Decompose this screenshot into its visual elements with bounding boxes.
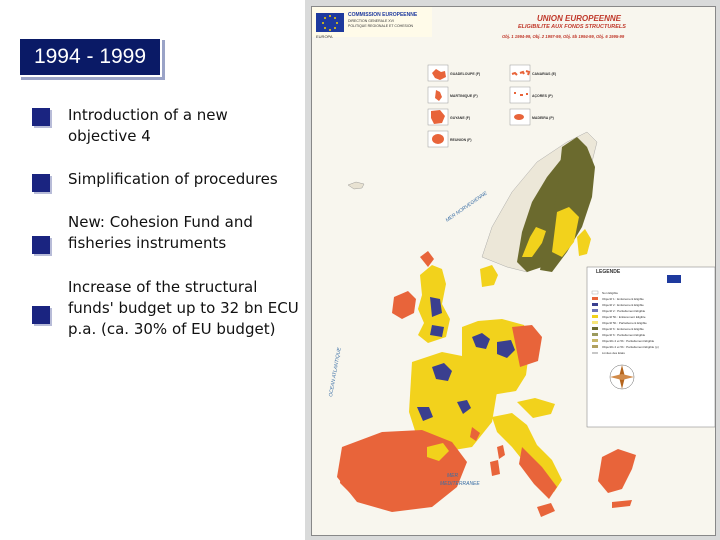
map-objectives-line: Obj. 1 1994-99, Obj. 2 1997-99, Obj. 5b 1994-99, Obj. 6 1995-99 [502, 34, 625, 39]
map-issuer: COMMISSION EUROPEENNE [348, 12, 418, 18]
map-legend-title: LEGENDE [596, 269, 621, 275]
svg-text:MADEIRA (P): MADEIRA (P) [532, 116, 554, 120]
svg-text:GUADELOUPE (F): GUADELOUPE (F) [450, 72, 481, 76]
svg-text:Objectif 5b : Partiellement El: Objectif 5b : Partiellement Eligible [602, 321, 647, 325]
svg-text:Objectifs 2 et 5b : Partiellem: Objectifs 2 et 5b : Partiellement Eligible [602, 339, 655, 343]
bullet-marker [32, 236, 50, 254]
bullet-text-objective4: Introduction of a new objective 4 [68, 106, 228, 145]
svg-text:REUNION (F): REUNION (F) [450, 138, 472, 142]
bullet-marker [32, 174, 50, 192]
svg-text:CANARIAS (E): CANARIAS (E) [532, 72, 557, 76]
svg-text:Objectifs 2 et 5b : Partiellem: Objectifs 2 et 5b : Partiellement Eligible (p) [602, 345, 659, 349]
map-issuer-europa: EUROPA [316, 34, 333, 39]
bullet-text-simplification: Simplification of procedures [68, 170, 278, 188]
bullet-marker [32, 306, 50, 324]
map-title: UNION EUROPEENNE [537, 14, 622, 23]
svg-text:MARTINIQUE (F): MARTINIQUE (F) [450, 94, 478, 98]
svg-text:GUYANE (F): GUYANE (F) [450, 116, 471, 120]
svg-text:Objectif 2 : Entièrement Eligi: Objectif 2 : Entièrement Eligible [602, 303, 644, 307]
svg-text:Objectif 2 : Partiellement Eli: Objectif 2 : Partiellement Eligible [602, 309, 646, 313]
eligibility-map [311, 6, 716, 536]
svg-text:MER NORVEGIENNE: MER NORVEGIENNE [444, 190, 489, 224]
svg-text:Limites des Etats: Limites des Etats [602, 351, 625, 355]
bullet-marker [32, 108, 50, 126]
slide-title: 1994 - 1999 [18, 37, 162, 77]
svg-text:Objectif 6 : Partiellement Eli: Objectif 6 : Partiellement Eligible [602, 333, 646, 337]
svg-text:Non Eligible: Non Eligible [602, 291, 619, 295]
svg-text:Objectif 5b : Entièrement Elig: Objectif 5b : Entièrement Eligible [602, 315, 646, 319]
svg-text:MER: MER [447, 473, 459, 479]
map-drawing [312, 7, 715, 535]
map-issuer-dg: DIRECTION GENERALE XVI [348, 19, 394, 23]
bullet-text-budget: Increase of the structural funds' budget up to 32 bn ECU p.a. (ca. 30% of EU budget) [68, 278, 299, 338]
bullet-text-cohesion-fund: New: Cohesion Fund and fisheries instruments [68, 213, 253, 252]
svg-text:AÇORES (P): AÇORES (P) [532, 94, 553, 98]
svg-text:MEDITERRANEE: MEDITERRANEE [440, 481, 480, 487]
svg-text:OCEAN ATLANTIQUE: OCEAN ATLANTIQUE [328, 347, 343, 398]
svg-text:Objectif 1 : Entièrement Eligi: Objectif 1 : Entièrement Eligible [602, 297, 644, 301]
svg-text:Objectif 6 : Entièrement Eligi: Objectif 6 : Entièrement Eligible [602, 327, 644, 331]
map-issuer-policy: POLITIQUE REGIONALE ET COHESION [348, 24, 414, 28]
map-subtitle: ELIGIBILITE AUX FONDS STRUCTURELS [518, 24, 626, 30]
